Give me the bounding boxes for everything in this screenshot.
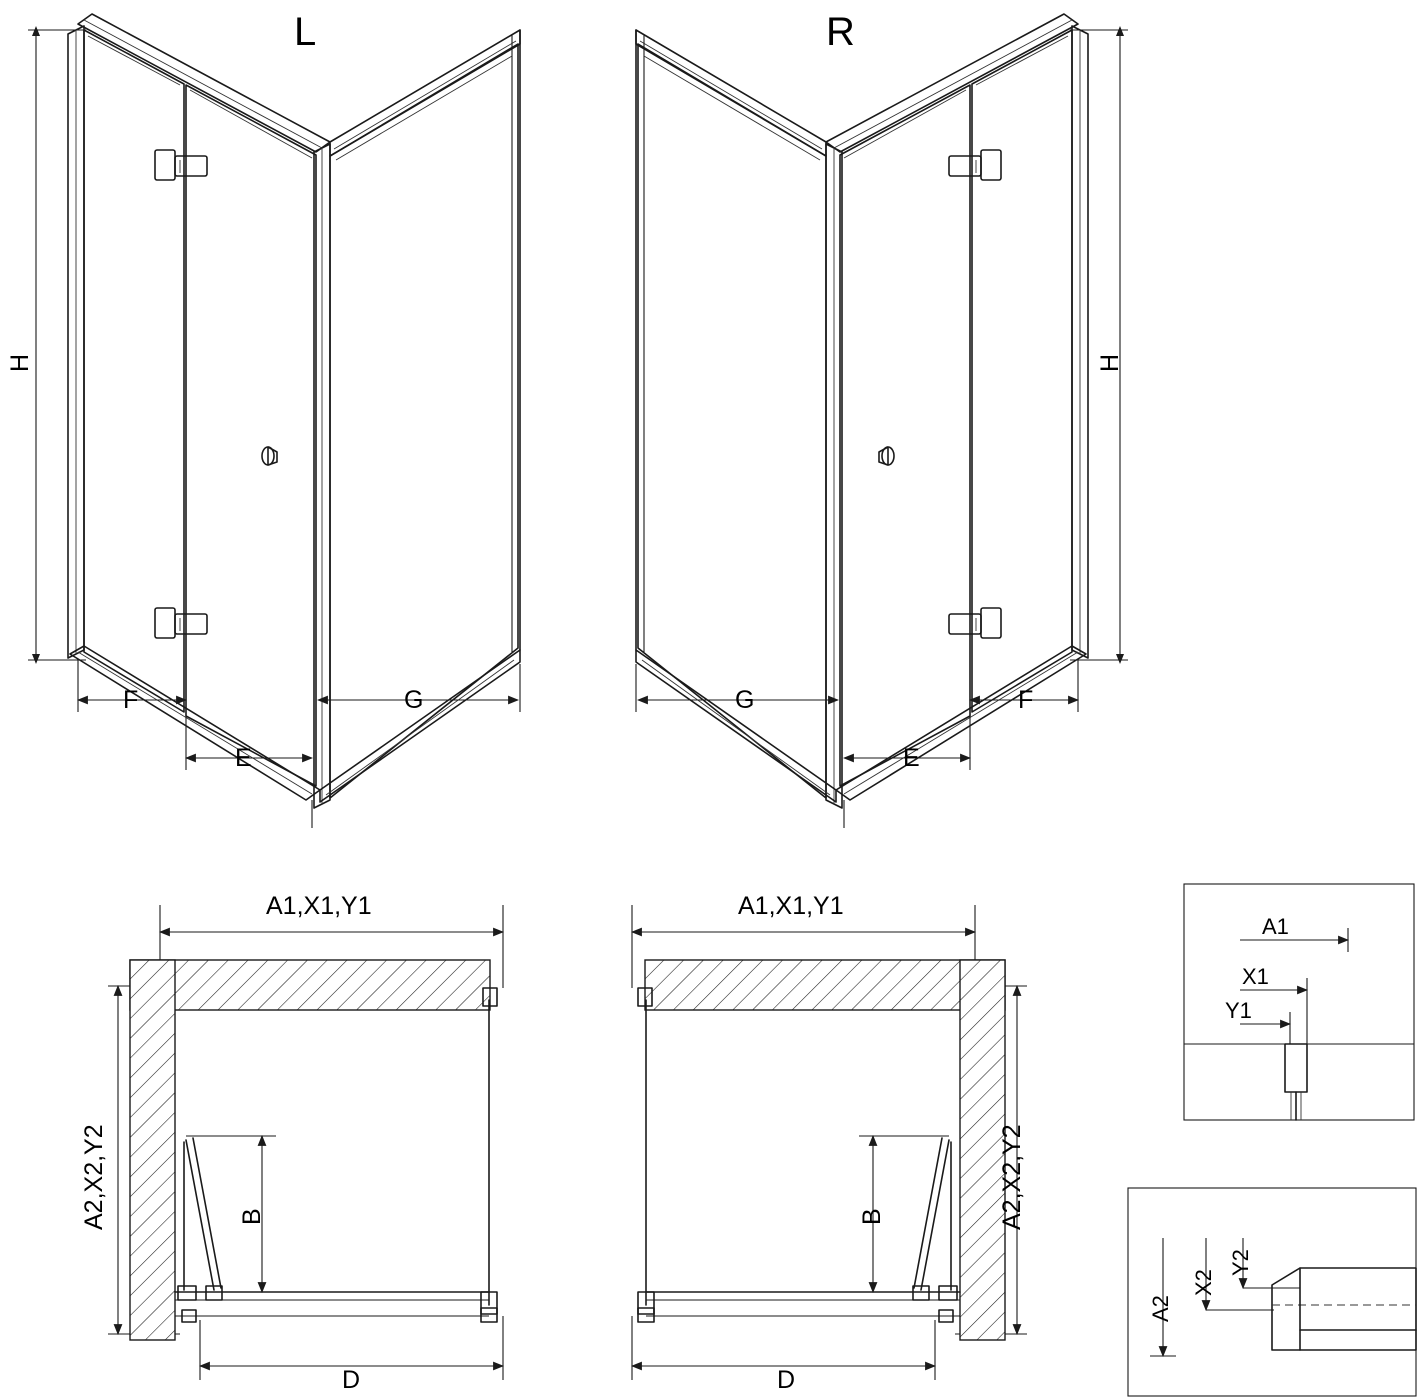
wall-side-left (130, 960, 175, 1340)
iso-left-label-E: E (235, 744, 252, 772)
door-knob-left (262, 447, 277, 465)
detail-box-bottom (1128, 1188, 1416, 1396)
door-knob-right (879, 447, 894, 465)
detail-top-label-Y1: Y1 (1225, 998, 1252, 1023)
detail-box-top (1184, 884, 1414, 1120)
iso-view-left (28, 10, 520, 828)
iso-right-height-label: H (1096, 353, 1124, 372)
plan-right-side-dimension-label: A2,X2,Y2 (998, 1124, 1026, 1230)
iso-right-label-F: F (1018, 686, 1034, 714)
iso-left-height-dimension (28, 26, 86, 664)
plan-right-bottom-dimension-label: D (777, 1366, 796, 1394)
hinge-upper-left (155, 150, 207, 180)
iso-right-height-dimension (1070, 26, 1128, 664)
variant-label-left: L (294, 10, 317, 54)
iso-view-right (636, 10, 1128, 828)
iso-right-label-E: E (903, 744, 920, 772)
iso-left-height-label: H (6, 353, 34, 372)
iso-left-bottom-dimensions (78, 660, 520, 828)
hinge-upper-right (949, 150, 1001, 180)
plan-left-top-dimension-label: A1,X1,Y1 (266, 892, 372, 920)
iso-left-label-G: G (404, 686, 424, 714)
plan-right-top-dimension-label: A1,X1,Y1 (738, 892, 844, 920)
hinge-lower-left (155, 608, 207, 638)
detail-bottom-label-X2: X2 (1191, 1269, 1216, 1296)
iso-right-bottom-dimensions (636, 660, 1078, 828)
plan-left-side-dimension-label: A2,X2,Y2 (80, 1124, 108, 1230)
iso-right-label-G: G (735, 686, 755, 714)
plan-view-right (632, 905, 1027, 1380)
detail-top-label-X1: X1 (1242, 964, 1269, 989)
plan-left-swing-label: B (238, 1208, 266, 1225)
detail-bottom-label-Y2: Y2 (1228, 1249, 1253, 1276)
variant-label-right: R (826, 10, 855, 54)
detail-top-label-A1: A1 (1262, 914, 1289, 939)
iso-left-label-F: F (123, 686, 139, 714)
plan-right-swing-label: B (858, 1208, 886, 1225)
hinge-lower-right (949, 608, 1001, 638)
plan-left-bottom-dimension-label: D (342, 1366, 361, 1394)
plan-view-left (108, 905, 503, 1380)
wall-top-right (645, 960, 1005, 1010)
wall-top-left (130, 960, 490, 1010)
detail-bottom-label-A2: A2 (1148, 1295, 1173, 1322)
